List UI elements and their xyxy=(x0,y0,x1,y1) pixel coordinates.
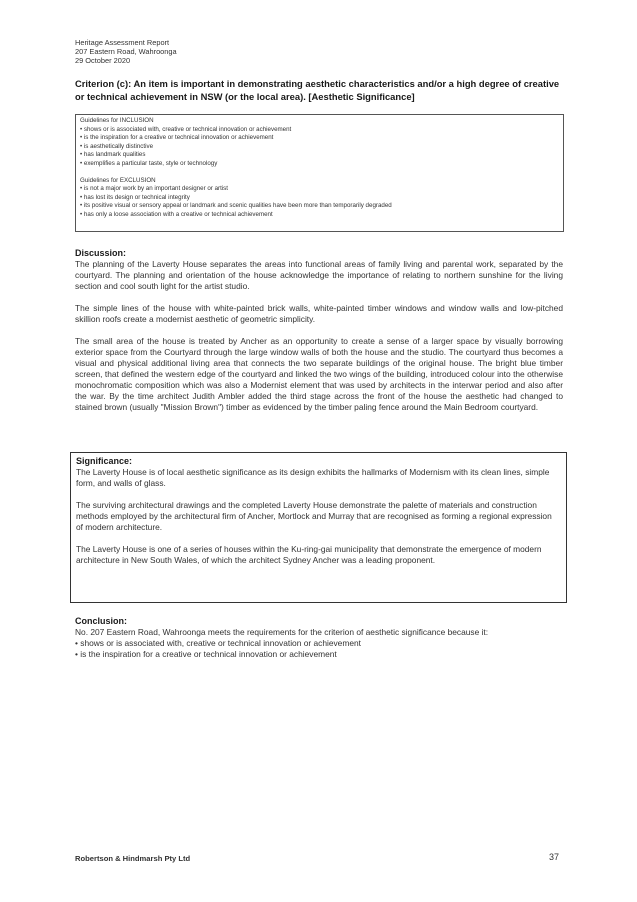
discussion-section xyxy=(75,248,563,424)
footer-company: Robertson & Hindmarsh Pty Ltd xyxy=(75,854,191,863)
conclusion-section xyxy=(75,616,563,660)
significance-paragraph: The Laverty House is one of a series of houses within the Ku-ring-gai municipality that demonstrate the emergence of modern architecture in New South Wales, of which the architect Sydney Ancher was a leading proponent. xyxy=(76,544,542,565)
report-title-line: Heritage Assessment Report xyxy=(75,38,170,47)
report-header xyxy=(75,38,177,65)
discussion-paragraph: The small area of the house is treated by Ancher as an opportunity to create a sense of a larger space by visually borrowing exterior space from the Courtyard through the large window walls of both the house and the studio. The courtyard thus becomes a visual and physical additional living area that connects the two separate buildings of the original house. The bright blue timber screen, that defined the western edge of the courtyard and linked the two wings of the building, introduced colour into the otherwise monochromatic composition which was also a Modernist element that was used by architects in the interwar period and also after the war. By the time architect Judith Ambler added the third stage across the front of the house the aesthetic had changed to stained brown (usually "Mission Brown") timber as evidenced by the timber paling fence around the Main Bedroom courtyard. xyxy=(75,336,563,412)
inclusion-item: • shows or is associated with, creative or technical innovation or achievement xyxy=(80,125,292,133)
conclusion-heading: Conclusion: xyxy=(75,616,127,626)
discussion-paragraph: The planning of the Laverty House separates the areas into functional areas of family living and parental work, separated by the courtyard. The planning and orientation of the house acknowledge the importance of relating to northern sunshine for the living section and cool south light for the artist studio. xyxy=(75,259,563,291)
criterion-title: Criterion (c): An item is important in demonstrating aesthetic characteristics and/or a high degree of creative or technical achievement in NSW (or the local area). [Aesthetic Significance] xyxy=(75,78,560,102)
inclusion-item: • is the inspiration for a creative or technical innovation or achievement xyxy=(80,134,274,142)
discussion-heading: Discussion: xyxy=(75,248,127,258)
address-line: 207 Eastern Road, Wahroonga xyxy=(75,47,177,56)
significance-box xyxy=(70,452,567,603)
inclusion-item: • is aesthetically distinctive xyxy=(80,142,154,150)
exclusion-item: • its positive visual or sensory appeal or landmark and scenic qualities have been more than temporarily degraded xyxy=(80,202,392,210)
conclusion-bullet: • is the inspiration for a creative or technical innovation or achievement xyxy=(75,649,337,659)
inclusion-item: • has landmark qualities xyxy=(80,151,146,159)
significance-paragraph: The surviving architectural drawings and the completed Laverty House demonstrate the palette of materials and construction methods employed by the architectural firm of Ancher, Mortlock and Murray that are recognised as forming a regional expression of modern architecture. xyxy=(76,500,552,532)
exclusion-item: • has lost its design or technical integrity xyxy=(80,193,190,201)
exclusion-item: • is not a major work by an important designer or artist xyxy=(80,185,228,193)
significance-heading: Significance: xyxy=(76,456,133,466)
inclusion-heading: Guidelines for INCLUSION xyxy=(80,117,154,124)
guidelines-box xyxy=(75,114,564,232)
significance-paragraph: The Laverty House is of local aesthetic significance as its design exhibits the hallmarks of Modernism with its clean lines, simple form, and walls of glass. xyxy=(76,467,550,488)
inclusion-item: • exemplifies a particular taste, style or technology xyxy=(80,159,218,167)
conclusion-intro: No. 207 Eastern Road, Wahroonga meets the requirements for the criterion of aesthetic significance because it: xyxy=(75,627,489,637)
date-line: 29 October 2020 xyxy=(75,56,131,65)
page-number: 37 xyxy=(548,852,559,862)
conclusion-bullet: • shows or is associated with, creative or technical innovation or achievement xyxy=(75,638,361,648)
exclusion-item: • has only a loose association with a creative or technical achievement xyxy=(80,210,273,218)
exclusion-heading: Guidelines for EXCLUSION xyxy=(80,176,156,184)
discussion-paragraph: The simple lines of the house with white-painted brick walls, white-painted timber windows and window walls and low-pitched skillion roofs create a modernist aesthetic of geometric simplicity. xyxy=(75,303,563,324)
